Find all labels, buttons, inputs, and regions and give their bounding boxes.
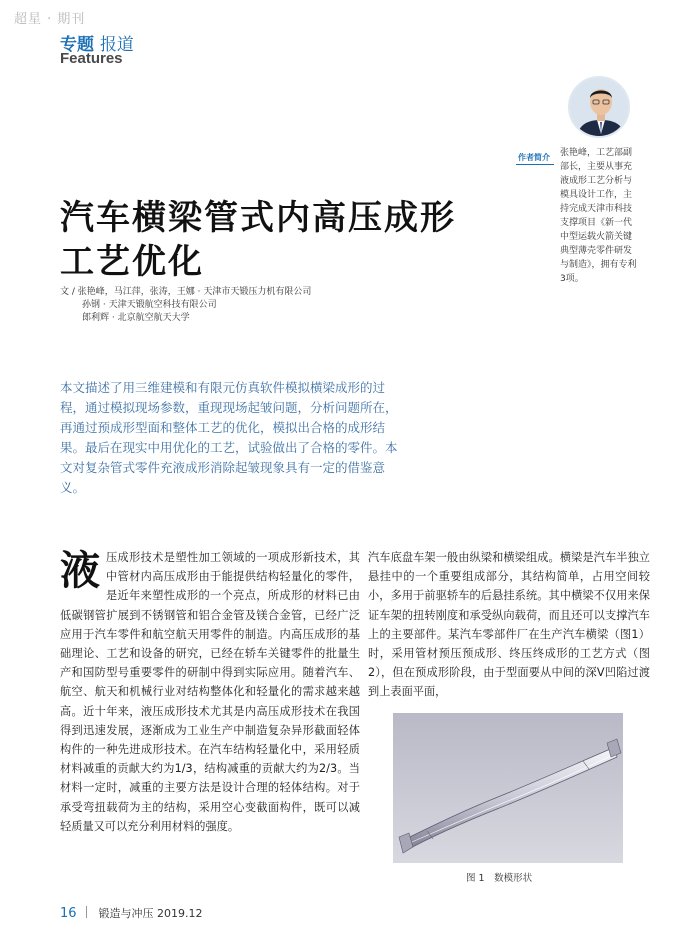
byline-3: 郎利辉 · 北京航空航天大学: [82, 313, 190, 323]
page-footer: [60, 905, 203, 921]
section-tag-light: 报道: [99, 35, 134, 55]
figure-1-caption: 图 1 数模形状: [466, 873, 533, 884]
page-number: 16: [60, 906, 77, 921]
body-right-text: 汽车底盘车架一般由纵梁和横梁组成。横梁是汽车半独立悬挂中的一个重要组成部分，其结构简单，占用空间较小，多用于前驱轿车的后悬挂系统。其中横梁不仅用来保证车架的扭转刚度和承受纵向载荷，而且还可以支撑汽车上的主要部件。某汽车零部件厂在生产汽车横梁（图1）时，采用管材预压预成形、终压终成形的工艺方式（图2），但在预成形阶段，由于型面要从中间的深V凹陷过渡到上表面平面，: [368, 551, 650, 699]
byline-2: 孙钢 · 天津天锻航空科技有限公司: [82, 300, 217, 310]
author-photo: [568, 76, 630, 138]
section-en: Features: [60, 50, 123, 67]
body-column-left: [60, 548, 360, 836]
bylines: [60, 286, 311, 325]
journal-issue: 锻造与冲压 2019.12: [98, 907, 203, 920]
footer-divider: [86, 906, 87, 918]
body-column-right: [368, 548, 650, 702]
title-line-1: 汽车横梁管式内高压成形: [60, 198, 456, 238]
figure-1-image: [393, 713, 623, 863]
author-bio: 张艳峰，工艺部副部长，主要从事充液成形工艺分析与模具设计工作，主持完成天津市科技支撑项目《新一代中型运载火箭关键典型薄壳零件研发与制造》，拥有专利3项。: [560, 148, 637, 284]
section-tag-bold: 专题: [60, 35, 94, 55]
abstract: 本文描述了用三维建模和有限元仿真软件模拟横梁成形的过程，通过模拟现场参数，重现现场起皱问题，分析问题所在，再通过预成形型面和整体工艺的优化，模拟出合格的成形结果。最后在现实中用优化的工艺，试验做出了合格的零件。本文对复杂管式零件充液成形消除起皱现象具有一定的借鉴意义。: [60, 380, 398, 495]
watermark: 超星 · 期刊: [14, 12, 86, 27]
dropcap: 液: [60, 548, 100, 594]
byline-1: 文 / 张艳峰，马江萍，张涛，王娜 · 天津市天锻压力机有限公司: [60, 287, 312, 297]
author-label: 作者简介: [518, 153, 550, 162]
author-label-underline: [516, 164, 554, 165]
title-line-2: 工艺优化: [60, 242, 204, 282]
body-left-text: 压成形技术是塑性加工领域的一项成形新技术，其中管材内高压成形由于能提供结构轻量化的零件，是近年来塑性成形的一个亮点，所成形的材料已由低碳钢管扩展到不锈钢管和铝合金管及镁合金管，已经广泛应用于汽车零件和航空航天用零件的制造。内高压成形的基础理论、工艺和设备的研究，已经在轿车关键零件的批量生产和国防型号重要零件的研制中得到实际应用。随着汽车、航空、航天和机械行业对结构整体化和轻量化的需求越来越高。近十年来，液压成形技术尤其是内高压成形技术在我国得到迅速发展，逐渐成为工业生产中制造复杂异形截面轻体构件的一种先进成形技术。在汽车结构轻量化中，采用轻质材料减重的贡献大约为1/3，结构减重的贡献大约为2/3。当材料一定时，减重的主要方法是设计合理的轻体结构。对于承受弯扭载荷为主的结构，采用空心变截面构件，既可以减轻质量又可以充分利用材料的强度。: [60, 551, 360, 833]
article-title: [60, 196, 456, 284]
